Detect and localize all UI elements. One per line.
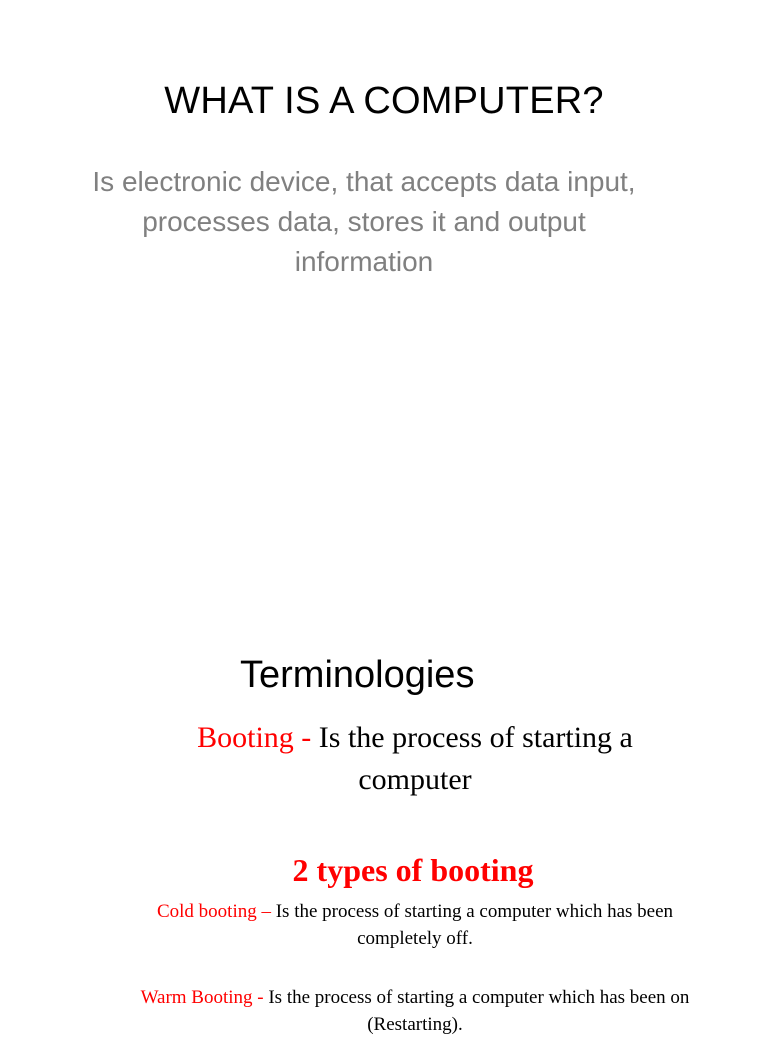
booting-definition [150,717,680,801]
slide-terminologies [0,512,768,1035]
slide-title: WHAT IS A COMPUTER? [164,80,604,122]
cold-booting-definition [130,898,700,952]
warm-booting-text: Is the process of starting a computer which has been on (Restarting). [268,987,690,1035]
cold-booting-text: Is the process of starting a computer which has been completely off. [275,901,674,949]
warm-booting-definition [130,984,700,1038]
slide-body-text: Is electronic device, that accepts data input, processes data, stores it and output information [92,166,636,277]
booting-text: Is the process of starting a computer [318,721,633,796]
cold-booting-term: Cold booting – [156,901,271,922]
slide-title: Terminologies [240,654,475,696]
booting-types-heading: 2 types of booting [292,852,534,888]
slide-what-is-a-computer [0,0,768,512]
booting-term: Booting - [197,721,312,754]
warm-booting-term: Warm Booting - [140,987,264,1008]
